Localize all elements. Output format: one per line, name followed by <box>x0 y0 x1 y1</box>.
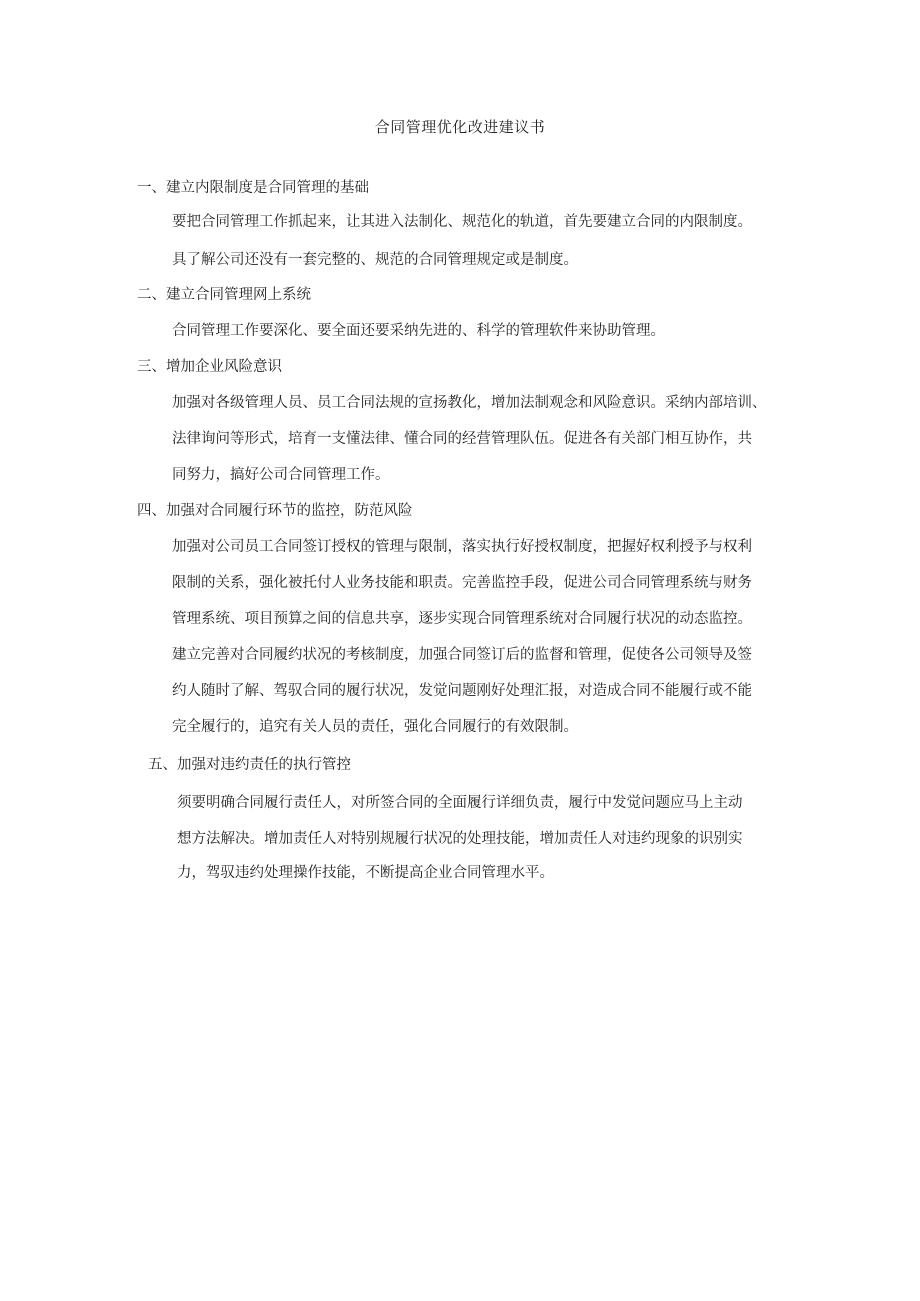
paragraph-line: 加强对各级管理人员、员工合同法规的宣扬教化，增加法制观念和风险意识。采纳内部培训、 <box>172 395 767 411</box>
section-heading-1: 一、建立内限制度是合同管理的基础 <box>137 180 369 196</box>
paragraph-line: 须要明确合同履行责任人，对所签合同的全面履行详细负责，履行中发觉问题应马上主动 <box>177 795 743 811</box>
section-heading-4: 四、加强对合同履行环节的监控，防范风险 <box>137 503 413 519</box>
paragraph-line: 合同管理工作要深化、要全面还要采纳先进的、科学的管理软件来协助管理。 <box>172 323 665 339</box>
paragraph-line: 具了解公司还没有一套完整的、规范的合同管理规定或是制度。 <box>172 252 578 268</box>
paragraph-line: 要把合同管理工作抓起来，让其进入法制化、规范化的轨道，首先要建立合同的内限制度。 <box>172 214 752 230</box>
paragraph-line: 完全履行的，追究有关人员的责任，强化合同履行的有效限制。 <box>172 719 578 735</box>
paragraph-line: 想方法解决。增加责任人对特别规履行状况的处理技能，增加责任人对违约现象的识别实 <box>177 831 743 847</box>
section-heading-5: 五、加强对违约责任的执行管控 <box>148 757 351 773</box>
paragraph-line: 建立完善对合同履约状况的考核制度，加强合同签订后的监督和管理，促使各公司领导及签 <box>172 647 752 663</box>
paragraph-line: 同努力，搞好公司合同管理工作。 <box>172 467 390 483</box>
section-heading-3: 三、增加企业风险意识 <box>137 359 282 375</box>
paragraph-line: 约人随时了解、驾驭合同的履行状况，发觉问题刚好处理汇报，对造成合同不能履行或不能 <box>172 683 752 699</box>
paragraph-line: 力，驾驭违约处理操作技能，不断提高企业合同管理水平。 <box>177 865 554 881</box>
section-heading-2: 二、建立合同管理网上系统 <box>137 287 311 303</box>
paragraph-line: 管理系统、项目预算之间的信息共享，逐步实现合同管理系统对合同履行状况的动态监控。 <box>172 611 752 627</box>
paragraph-line: 加强对公司员工合同签订授权的管理与限制，落实执行好授权制度，把握好权利授予与权利 <box>172 539 752 555</box>
paragraph-line: 限制的关系，强化被托付人业务技能和职责。完善监控手段，促进公司合同管理系统与财务 <box>172 575 752 591</box>
paragraph-line: 法律询问等形式，培育一支懂法律、懂合同的经营管理队伍。促进各有关部门相互协作，共 <box>172 431 752 447</box>
document-title: 合同管理优化改进建议书 <box>374 118 546 136</box>
